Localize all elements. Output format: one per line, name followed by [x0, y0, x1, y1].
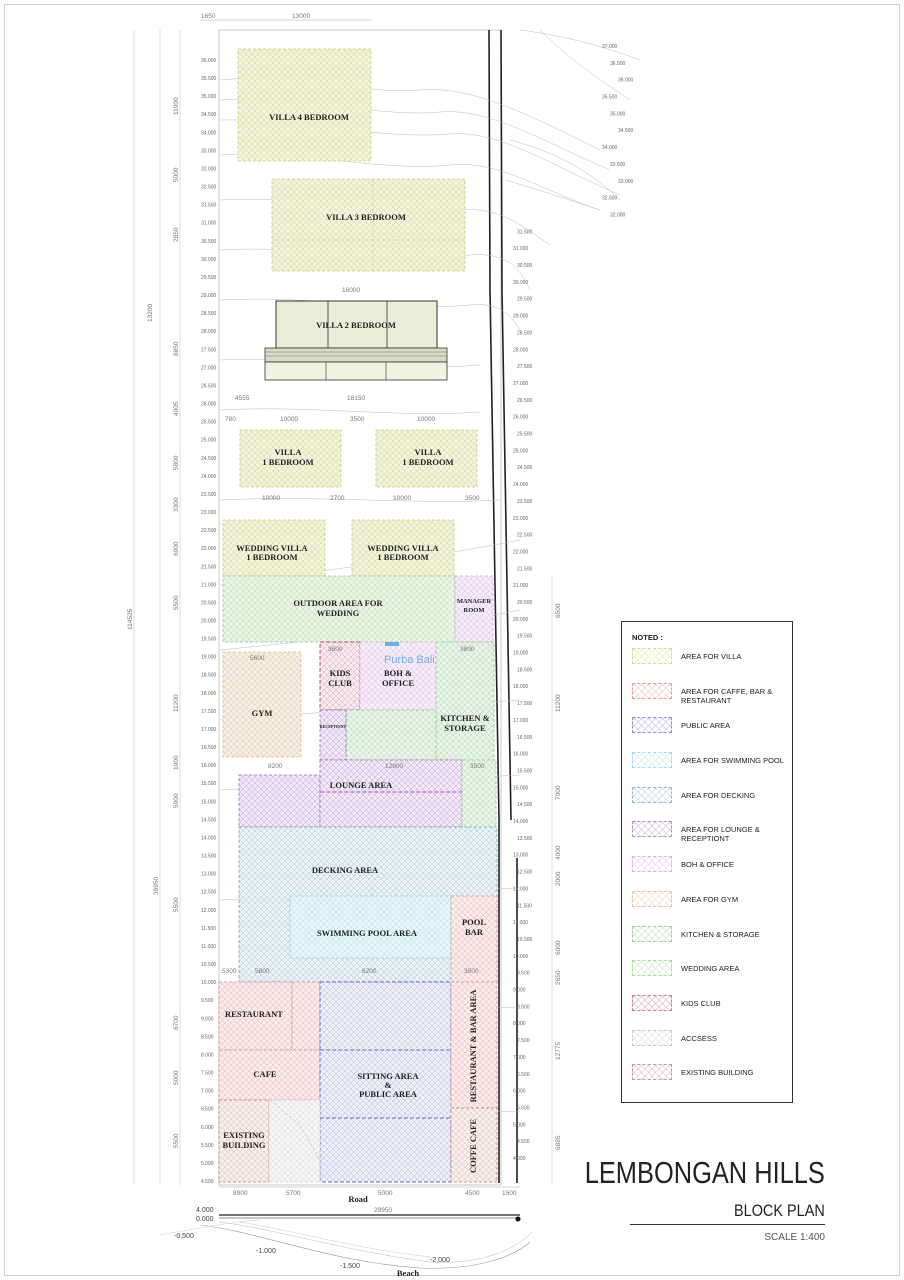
level-label: 10.500 [517, 937, 533, 943]
legend-label: KIDS CLUB [681, 998, 721, 1008]
dim-pool-w: 5800 [255, 968, 270, 975]
level-label: 36.000 [618, 77, 634, 84]
level-label: 4.500 [517, 1139, 530, 1146]
dim-left-lower-total: 39950 [153, 876, 160, 895]
dim-left-h4: 13200 [147, 303, 154, 322]
manager-line1: MANAGER [456, 598, 492, 605]
dim-kids-w: 3600 [328, 646, 343, 653]
legend-swatch [632, 787, 672, 803]
level-label: 21.500 [517, 566, 533, 573]
dim-villa1-b: 10000 [417, 416, 436, 423]
manager-line2: ROOM [463, 607, 485, 614]
level-label: 10.000 [201, 980, 217, 987]
dim-left-h17: 5500 [173, 1133, 180, 1148]
legend-label: AREA FOR GYM [681, 894, 739, 904]
villa-3-bedroom-zone[interactable] [272, 179, 465, 271]
legend-item [632, 926, 788, 961]
legend-swatch [632, 717, 672, 733]
level-label: 29.000 [201, 293, 217, 299]
level-label: 16.000 [513, 751, 529, 758]
zones [219, 49, 497, 1182]
legend-item [632, 648, 788, 683]
dim-right-h7: 2650 [555, 970, 562, 985]
outdoor-line1: OUTDOOR AREA FOR [293, 598, 383, 608]
swimming-pool-zone[interactable] [290, 896, 451, 958]
dim-villa1-gap: 3500 [350, 416, 365, 423]
dim-left-h5: 8850 [173, 341, 180, 356]
dim-left-h14: 5500 [173, 897, 180, 912]
kitchen-storage-zone[interactable] [436, 642, 494, 760]
level-label: 4.500 [201, 1179, 214, 1185]
level-label: 22.000 [513, 549, 529, 556]
level-label: 23.000 [513, 515, 529, 522]
level-label: 22.500 [201, 528, 217, 535]
villa-4-bedroom-zone[interactable] [238, 49, 371, 161]
dim-left-h9: 6000 [173, 541, 180, 556]
level-label: 5.000 [201, 1160, 214, 1167]
level-label: 11.500 [201, 925, 216, 932]
dim-left-total: 114525 [127, 608, 134, 630]
level-label: 35.000 [201, 94, 217, 101]
level-label: 28.000 [201, 329, 217, 336]
level-label: 29.000 [513, 313, 529, 320]
legend-items [632, 648, 788, 1099]
level-label: 18.500 [201, 672, 217, 679]
legend-label: AREA FOR VILLA [681, 652, 742, 661]
dim-left-h8: 3300 [173, 497, 180, 512]
level-label: 27.500 [201, 347, 217, 354]
dim-left-h12: 1000 [173, 755, 180, 770]
cafe-label: CAFE [253, 1069, 277, 1079]
level-label: 14.000 [201, 835, 217, 842]
dim-bottom-d: 4500 [465, 1190, 480, 1197]
level-label: 10.000 [513, 953, 529, 960]
levels-right [513, 44, 634, 1162]
legend-item [632, 1030, 788, 1065]
level-label: 19.500 [517, 633, 533, 640]
existing-line2: BUILDING [222, 1140, 266, 1150]
legend-label: KITCHEN & STORAGE [681, 929, 760, 939]
legend-item [632, 821, 788, 856]
legend-label: AREA FOR CAFFE, BAR & RESTAURANT [681, 686, 773, 705]
legend-item [632, 752, 788, 787]
lounge-label: LOUNGE AREA [329, 780, 393, 790]
level-label: 23.500 [201, 491, 217, 498]
level-label: 16.500 [517, 734, 533, 741]
dim-villa2-bl: 4555 [235, 395, 250, 402]
level-label: 21.000 [513, 583, 529, 590]
level-label: 31.500 [201, 202, 217, 209]
level-label: 9.000 [513, 987, 526, 994]
level-label: 15.000 [513, 785, 529, 792]
level-label: 7.500 [201, 1070, 214, 1077]
level-label: 13.500 [201, 853, 217, 860]
dim-right-h5: 2000 [555, 871, 562, 886]
wedding-villa-b-line2: 1 BEDROOM [377, 552, 429, 562]
level-label: 13.500 [517, 835, 533, 842]
level-label: 21.000 [201, 582, 217, 589]
dim-villa1-a: 10000 [280, 416, 299, 423]
legend-item [632, 717, 788, 752]
level-label: 19.000 [201, 654, 217, 661]
level-label: 26.000 [513, 414, 529, 421]
restaurant-label: RESTAURANT [225, 1009, 283, 1019]
legend-swatch [632, 891, 672, 907]
dim-left-h16: 5000 [173, 1070, 180, 1085]
level-label: 28.500 [201, 311, 217, 318]
wedding-villa-a-line1: WEDDING VILLA [236, 543, 308, 553]
villa-1b-line2: 1 BEDROOM [402, 457, 454, 467]
level-label: 12.500 [201, 889, 217, 896]
legend-item [632, 856, 788, 891]
beach-label: Beach [396, 1268, 420, 1278]
dim-bottom-b: 5700 [286, 1190, 301, 1197]
level-label: 31.000 [513, 246, 529, 253]
dim-lounge-w: 12800 [385, 763, 404, 770]
level-label: 26.500 [517, 397, 533, 404]
level-label: 24.000 [201, 473, 217, 480]
level-label: 30.000 [201, 256, 217, 263]
outdoor-line2: WEDDING [316, 608, 360, 618]
legend-swatch [632, 683, 672, 699]
level-label: 9.000 [201, 1016, 214, 1023]
gym-zone[interactable] [223, 652, 301, 757]
level-label: 11.000 [513, 920, 528, 927]
dim-bottom-c: 5000 [378, 1190, 393, 1197]
dim-right-h3: 7000 [555, 785, 562, 800]
level-label: 24.000 [513, 482, 529, 489]
villa-2-label: VILLA 2 BEDROOM [316, 320, 396, 330]
level-label: 31.500 [517, 229, 533, 236]
kitchen-line1: KITCHEN & [440, 713, 490, 723]
dim-left-h13: 5000 [173, 793, 180, 808]
dim-left-h6: 4005 [173, 401, 180, 416]
level-label: 33.500 [610, 161, 626, 168]
level-label: 27.000 [201, 365, 217, 372]
level-label: 30.500 [517, 263, 533, 269]
legend-panel [621, 621, 793, 1103]
level-label: 11.500 [517, 903, 532, 910]
level-label: 6.000 [513, 1088, 526, 1095]
sitting-line3: PUBLIC AREA [359, 1089, 417, 1099]
level-label: 9.500 [517, 970, 530, 977]
level-label: 32.500 [602, 195, 618, 202]
dim-left-h10: 5500 [173, 595, 180, 610]
level-label: 12.000 [513, 886, 529, 893]
coffe-cafe-label: COFFE CAFE [468, 1118, 478, 1174]
legend-swatch [632, 648, 672, 664]
level-label: 20.000 [513, 616, 529, 623]
decking-label: DECKING AREA [311, 865, 379, 875]
legend-swatch [632, 960, 672, 976]
level-label: 10.500 [201, 962, 217, 968]
level-label: 26.000 [201, 401, 217, 408]
beach-level-label: 0.000 [196, 1216, 214, 1223]
beach-level-label: -1.500 [340, 1263, 360, 1270]
beach-level-label: -0.500 [174, 1233, 194, 1240]
level-label: 24.500 [201, 455, 217, 462]
level-label: 32.500 [201, 184, 217, 191]
dim-right-h9: 6885 [555, 1135, 562, 1150]
level-label: 20.000 [201, 618, 217, 625]
wedding-villa-a-line2: 1 BEDROOM [246, 552, 298, 562]
level-label: 27.000 [513, 381, 529, 387]
road-label: Road [348, 1194, 368, 1204]
legend-swatch [632, 926, 672, 942]
level-label: 9.500 [201, 998, 214, 1005]
dim-gym-w: 5600 [250, 655, 265, 662]
level-label: 26.500 [201, 383, 217, 390]
level-label: 24.500 [517, 465, 533, 472]
beach-level-label: -1.000 [256, 1248, 276, 1255]
dim-left-h2: 5000 [173, 167, 180, 182]
legend-label: AREA FOR LOUNGE & RECEPTIONT [681, 825, 760, 844]
title-block [584, 1155, 825, 1250]
level-label: 7.000 [201, 1088, 214, 1095]
level-label: 35.000 [610, 111, 626, 118]
level-label: 27.500 [517, 364, 533, 371]
level-label: 17.500 [201, 708, 217, 715]
gym-label: GYM [251, 708, 273, 718]
level-label: 30.500 [201, 238, 217, 245]
levels-left [201, 58, 217, 1185]
level-label: 19.000 [513, 650, 529, 657]
level-label: 16.500 [201, 745, 217, 752]
dim-bottom-total: 29950 [374, 1207, 393, 1214]
level-label: 17.000 [513, 717, 529, 724]
project-title: LEMBONGAN HILLS [584, 1155, 825, 1190]
level-label: 5.500 [201, 1142, 214, 1149]
level-label: 28.000 [513, 347, 529, 354]
level-label: 12.500 [517, 869, 533, 876]
level-label: 6.000 [201, 1124, 214, 1131]
existing-line1: EXISTING [223, 1130, 265, 1140]
level-label: 30.000 [513, 279, 529, 286]
wedding-villa-b-line1: WEDDING VILLA [367, 543, 439, 553]
receptiont-zone[interactable] [320, 710, 346, 760]
level-label: 8.000 [513, 1021, 526, 1028]
level-label: 35.500 [602, 94, 618, 101]
level-label: 25.500 [517, 431, 533, 438]
level-label: 13.000 [201, 871, 217, 878]
level-label: 29.500 [201, 275, 217, 281]
watermark-text: Purba Bali [384, 654, 435, 666]
level-label: 33.000 [618, 178, 634, 185]
dim-pool-right: 6200 [362, 968, 377, 975]
legend-swatch [632, 821, 672, 837]
dim-lounge-left: 8200 [268, 763, 283, 770]
legend-item [632, 995, 788, 1030]
level-label: 25.000 [201, 437, 217, 444]
level-label: 15.000 [201, 799, 217, 806]
level-label: 28.500 [517, 330, 533, 337]
level-label: 34.000 [602, 145, 618, 152]
legend-swatch [632, 752, 672, 768]
level-label: 6.500 [201, 1106, 214, 1113]
dim-right-h1: 6500 [555, 603, 562, 618]
dim-right-h6: 6000 [555, 940, 562, 955]
level-label: 15.500 [201, 781, 217, 788]
sitting-line2: & [384, 1080, 392, 1090]
level-label: 8.500 [201, 1034, 214, 1041]
title-rule [630, 1224, 825, 1225]
receptiont-label: RECEPTIONT [319, 724, 347, 729]
boh-line2: OFFICE [381, 678, 415, 688]
dim-left-h3: 2850 [173, 227, 180, 242]
level-label: 22.000 [201, 546, 217, 553]
legend-swatch [632, 1030, 672, 1046]
villa-1b-line1: VILLA [414, 447, 442, 457]
legend-item [632, 960, 788, 995]
pool-bar-line1: POOL [461, 917, 487, 927]
restaurant-bar-label: RESTAURANT & BAR AREA [468, 989, 478, 1103]
kids-line2: CLUB [328, 678, 352, 688]
dim-villa1-left: 780 [225, 416, 236, 423]
villa-1a-line1: VILLA [274, 447, 302, 457]
legend-label: AREA FOR SWIMMING POOL [681, 756, 784, 766]
dim-pool-bar-w: 3500 [464, 968, 479, 975]
pool-label: SWIMMING POOL AREA [316, 928, 418, 938]
sheet-title: BLOCK PLAN [734, 1201, 825, 1220]
level-label: 29.500 [517, 296, 533, 303]
level-label: 18.000 [513, 684, 529, 691]
level-label: 23.000 [201, 510, 217, 516]
beach-level-label: 4.000 [196, 1207, 214, 1214]
level-label: 23.500 [517, 498, 533, 505]
level-label: 18.500 [517, 667, 533, 674]
level-label: 21.500 [201, 564, 217, 571]
level-label: 25.000 [513, 448, 529, 455]
legend-label: ACCSESS [681, 1033, 717, 1043]
legend-label: PUBLIC AREA [681, 721, 731, 731]
level-label: 7.000 [513, 1054, 526, 1061]
dim-wedding-a: 10000 [262, 495, 281, 502]
dim-bottom-e: 1500 [502, 1190, 517, 1197]
legend-title: NOTED : [632, 633, 663, 642]
level-label: 12.000 [201, 907, 217, 914]
villa-1a-line2: 1 BEDROOM [262, 457, 314, 467]
level-label: 32.000 [610, 212, 626, 219]
level-label: 14.500 [201, 817, 217, 824]
level-label: 8.000 [201, 1052, 214, 1059]
level-label: 14.000 [513, 819, 529, 825]
level-label: 19.500 [201, 636, 217, 643]
dim-left-h1: 11000 [173, 97, 180, 115]
pool-bar-line2: BAR [465, 927, 483, 937]
level-label: 22.500 [517, 532, 533, 539]
scale-label: SCALE 1:400 [764, 1232, 825, 1243]
legend-swatch [632, 856, 672, 872]
level-label: 31.000 [201, 220, 217, 227]
dim-right-h2: 11200 [555, 694, 562, 712]
sitting-line1: SITTING AREA [357, 1071, 419, 1081]
dim-right-h8: 12775 [555, 1041, 562, 1060]
level-label: 17.500 [517, 701, 533, 708]
lounge-area-zone[interactable] [320, 760, 462, 827]
dim-left-h15: 6700 [173, 1015, 180, 1030]
level-label: 17.000 [201, 727, 217, 733]
legend-label: BOH & OFFICE [681, 860, 734, 870]
level-label: 34.000 [201, 130, 217, 137]
legend-item [632, 787, 788, 822]
level-label: 8.500 [517, 1004, 530, 1011]
level-label: 7.500 [517, 1038, 530, 1045]
level-label: 34.500 [201, 112, 217, 119]
beach-level-label: -2.000 [430, 1257, 450, 1264]
level-label: 32.000 [201, 166, 217, 173]
dim-kitchen-w: 3800 [460, 646, 475, 653]
dim-top-width: 13000 [292, 13, 311, 20]
level-label: 18.000 [201, 690, 217, 697]
level-label: 16.000 [201, 763, 217, 770]
level-label: 37.000 [602, 44, 618, 50]
level-label: 13.000 [513, 852, 529, 859]
dim-villa2-bw: 18150 [347, 395, 366, 402]
level-label: 33.000 [201, 148, 217, 155]
level-label: 20.500 [517, 600, 533, 606]
legend-label: WEDDING AREA [681, 964, 740, 974]
lounge-left-zone[interactable] [239, 775, 320, 827]
dim-bottom-a: 8900 [233, 1190, 248, 1197]
level-label: 11.000 [201, 944, 216, 950]
levels-beach [174, 1207, 450, 1270]
legend-item [632, 683, 788, 718]
dim-lounge-right: 3500 [470, 763, 485, 770]
level-label: 4.000 [513, 1156, 526, 1162]
dim-left-h11: 11200 [173, 694, 180, 712]
dim-top-offset: 1650 [201, 13, 216, 20]
dim-wedding-b: 10000 [393, 495, 412, 502]
dim-wedding-right: 3500 [465, 495, 480, 502]
level-label: 34.500 [618, 128, 634, 135]
level-label: 25.500 [201, 419, 217, 426]
dim-left-h7: 5800 [173, 455, 180, 470]
legend-label: AREA FOR DECKING [681, 790, 756, 800]
level-label: 36.500 [610, 60, 626, 67]
level-label: 5.000 [513, 1122, 526, 1129]
dim-villa2-width: 16000 [342, 287, 361, 294]
kitchen-line2: STORAGE [444, 723, 486, 733]
level-label: 20.500 [201, 600, 217, 607]
legend-swatch [632, 1064, 672, 1080]
watermark-mark [385, 642, 399, 646]
level-label: 14.500 [517, 802, 533, 809]
kids-line1: KIDS [329, 668, 351, 678]
legend-swatch [632, 995, 672, 1011]
level-label: 15.500 [517, 768, 533, 775]
villa-3-label: VILLA 3 BEDROOM [326, 212, 406, 222]
level-label: 36.000 [201, 58, 217, 64]
level-label: 6.500 [517, 1071, 530, 1078]
dim-pool-left: 5300 [222, 968, 237, 975]
level-label: 5.500 [517, 1105, 530, 1112]
boh-line1: BOH & [383, 668, 413, 678]
legend-item [632, 891, 788, 926]
dim-wedding-gap: 2700 [330, 495, 345, 502]
legend-label: EXISTING BUILDING [681, 1068, 754, 1078]
dim-right-h4: 4000 [555, 845, 562, 860]
level-label: 35.500 [201, 76, 217, 83]
legend-item [632, 1064, 788, 1099]
villa-4-label: VILLA 4 BEDROOM [269, 112, 349, 122]
